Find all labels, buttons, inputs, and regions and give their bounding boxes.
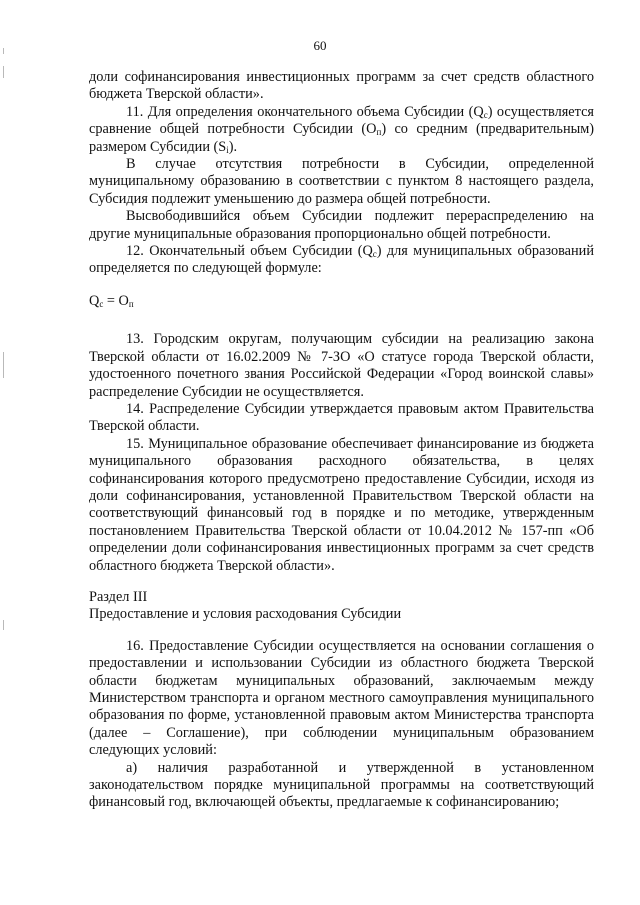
document-body [89, 69, 594, 812]
formula: $Q_с = О_п$ [89, 292, 134, 309]
page-number: 60 [313, 38, 327, 53]
paragraph-11: 11. Для определения окончательного объема Субсидии $(Q_с)$ осуществляется сравнение общей потребности Субсидии $(О_п)$ со средним (предварительным) размером Субсидии $(S_i)$. [89, 103, 595, 155]
paragraph-13: 13. Городским округам, получающим субсидии на реализацию закона Тверской области от 16.02.2009 № 7-ЗО «О статусе города Тверской области, удостоенного почетного звания Российской Федерации «Город воинской славы» распределение Субсидии не осуществляется. [89, 331, 594, 400]
scan-mark [3, 620, 4, 630]
paragraph-14: 14. Распределение Субсидии утверждается правовым актом Правительства Тверской области. [89, 400, 594, 435]
paragraph-continuation: доли софинансирования инвестиционных программ за счет средств областного бюджета Тверской области». [89, 69, 594, 103]
paragraph-16: 16. Предоставление Субсидии осуществляется на основании соглашения о предоставлении и использовании Субсидии из областного бюджета Тверской области бюджетам муниципальных образований, заключаемым между Министерством транспорта и органом местного самоуправления муниципального образования по форме, установленной правовым актом Министерства транспорта (далее – Соглашение), при соблюдении муниципальным образованием следующих условий: [89, 637, 594, 759]
scan-mark [3, 66, 4, 78]
paragraph-16a: а) наличия разработанной и утвержденной в установленном законодательством порядке муниципальной программы на соответствующий финансовый год, включающей объекты, предлагаемые к софинансированию; [89, 759, 594, 811]
scan-mark [3, 352, 4, 378]
section-title: Раздел III [89, 588, 148, 605]
paragraph-no-need: В случае отсутствия потребности в Субсидии, определенной муниципальному образованию в соответствии с пунктом 8 настоящего раздела, Субсидия подлежит уменьшению до размера общей потребности. [89, 156, 594, 207]
paragraph-15: 15. Муниципальное образование обеспечивает финансирование из бюджета муниципального образования расходного обязательства, в целях софинансирования которого предусмотрено предоставление Субсидии, исходя из доли софинансирования, установленной Правительством Тверской области на соответствующий финансовый год в порядке и по методике, утвержденным постановлением Правительства Тверской области от 10.04.2012 № 157-пп «Об определении доли софинансирования инвестиционных программ за счет средств областного бюджета Тверской области». [89, 435, 594, 574]
section-subtitle: Предоставление и условия расходования Субсидии [89, 606, 402, 623]
paragraph-redistribution: Высвободившийся объем Субсидии подлежит перераспределению на другие муниципальные образования пропорционально общей потребности. [89, 208, 594, 242]
paragraph-12: 12. Окончательный объем Субсидии $(Q_с)$ для муниципальных образований определяется по следующей формуле: [89, 243, 594, 277]
